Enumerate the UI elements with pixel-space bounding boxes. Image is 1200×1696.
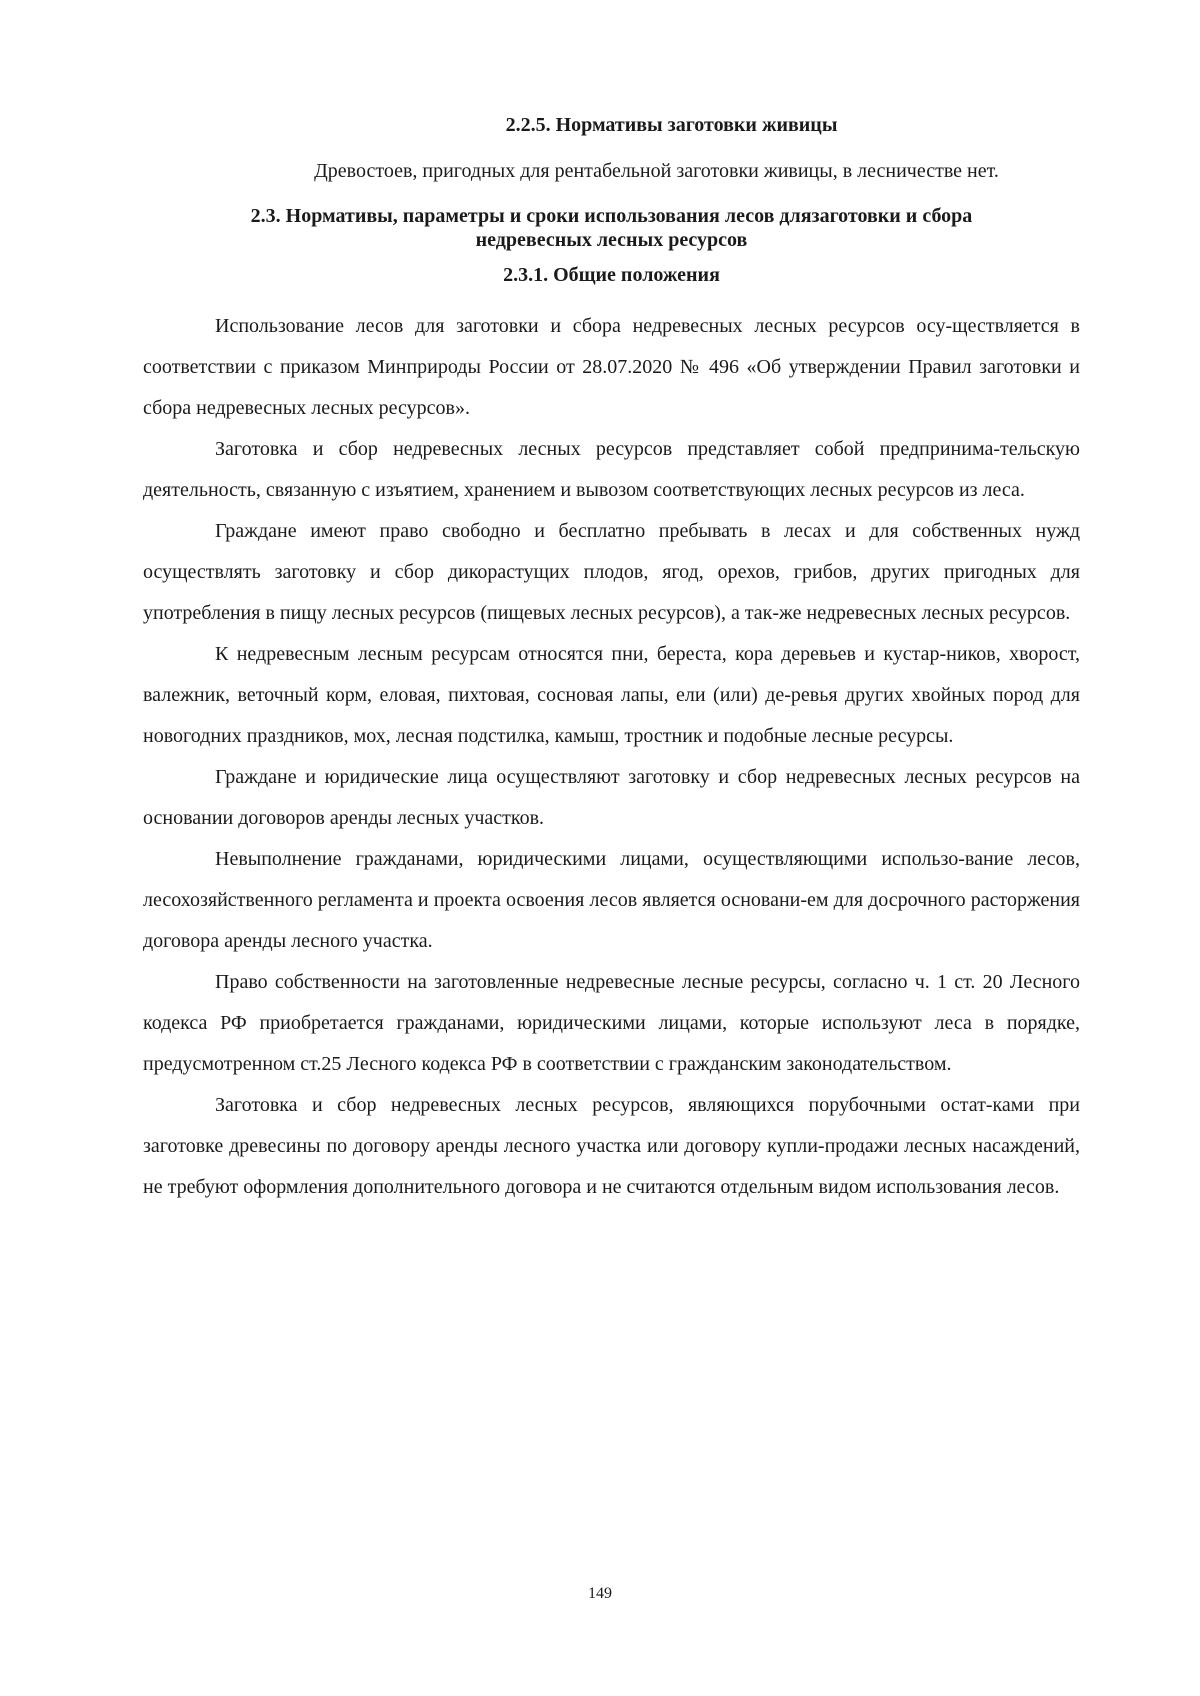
paragraph: К недревесным лесным ресурсам относятся пни, береста, кора деревьев и кустар-ников, хворост, валежник, веточный корм, еловая, пихтовая, сосновая лапы, ели (или) де-ревья других хвойных пород для новогодних праздников, мох, лесная подстилка, камыш, тростник и подобные лесные ресурсы. <box>143 643 1080 747</box>
body-text <box>143 306 1080 1208</box>
heading-2-3-line1: 2.3. Нормативы, параметры и сроки использования лесов длязаготовки и сбора <box>250 205 973 227</box>
paragraph: Заготовка и сбор недревесных лесных ресурсов представляет собой предпринима-тельскую деятельность, связанную с изъятием, хранением и вывозом соответствующих лесных ресурсов из леса. <box>143 438 1080 501</box>
heading-2-3-1: 2.3.1. Общие положения <box>503 264 720 286</box>
page-number: 149 <box>588 1585 612 1602</box>
paragraph: Заготовка и сбор недревесных лесных ресурсов, являющихся порубочными остат-ками при заготовке древесины по договору аренды лесного участка или договору купли-продажи лесных насаждений, не требуют оформления дополнительного договора и не считаются отдельным видом использования лесов. <box>143 1094 1080 1198</box>
paragraph: Невыполнение гражданами, юридическими лицами, осуществляющими использо-вание лесов, лесохозяйственного регламента и проекта освоения лесов является основани-ем для досрочного расторжения договора аренды лесного участка. <box>143 848 1080 952</box>
heading-2-3-line2: недревесных лесных ресурсов <box>475 229 748 251</box>
heading-2-3 <box>143 204 1080 252</box>
paragraph: Право собственности на заготовленные недревесные лесные ресурсы, согласно ч. 1 ст. 20 Лесного кодекса РФ приобретается гражданами, юридическими лицами, которые используют леса в порядке, предусмотренном ст.25 Лесного кодекса РФ в соответствии с гражданским законодательством. <box>143 971 1080 1075</box>
lead-sentence: Древостоев, пригодных для рентабельной заготовки живицы, в лесничестве нет. <box>314 160 999 182</box>
paragraph: Использование лесов для заготовки и сбора недревесных лесных ресурсов осу-ществляется в соответствии с приказом Минприроды России от 28.07.2020 № 496 «Об утверждении Правил заготовки и сбора недревесных лесных ресурсов». <box>143 315 1080 419</box>
heading-2-2-5: 2.2.5. Нормативы заготовки живицы <box>505 114 838 136</box>
paragraph: Граждане имеют право свободно и бесплатно пребывать в лесах и для собственных нужд осуществлять заготовку и сбор дикорастущих плодов, ягод, орехов, грибов, других пригодных для употребления в пищу лесных ресурсов (пищевых лесных ресурсов), а так-же недревесных лесных ресурсов. <box>143 520 1080 624</box>
paragraph: Граждане и юридические лица осуществляют заготовку и сбор недревесных лесных ресурсов на основании договоров аренды лесных участков. <box>143 766 1080 829</box>
document-page <box>143 112 1080 1208</box>
